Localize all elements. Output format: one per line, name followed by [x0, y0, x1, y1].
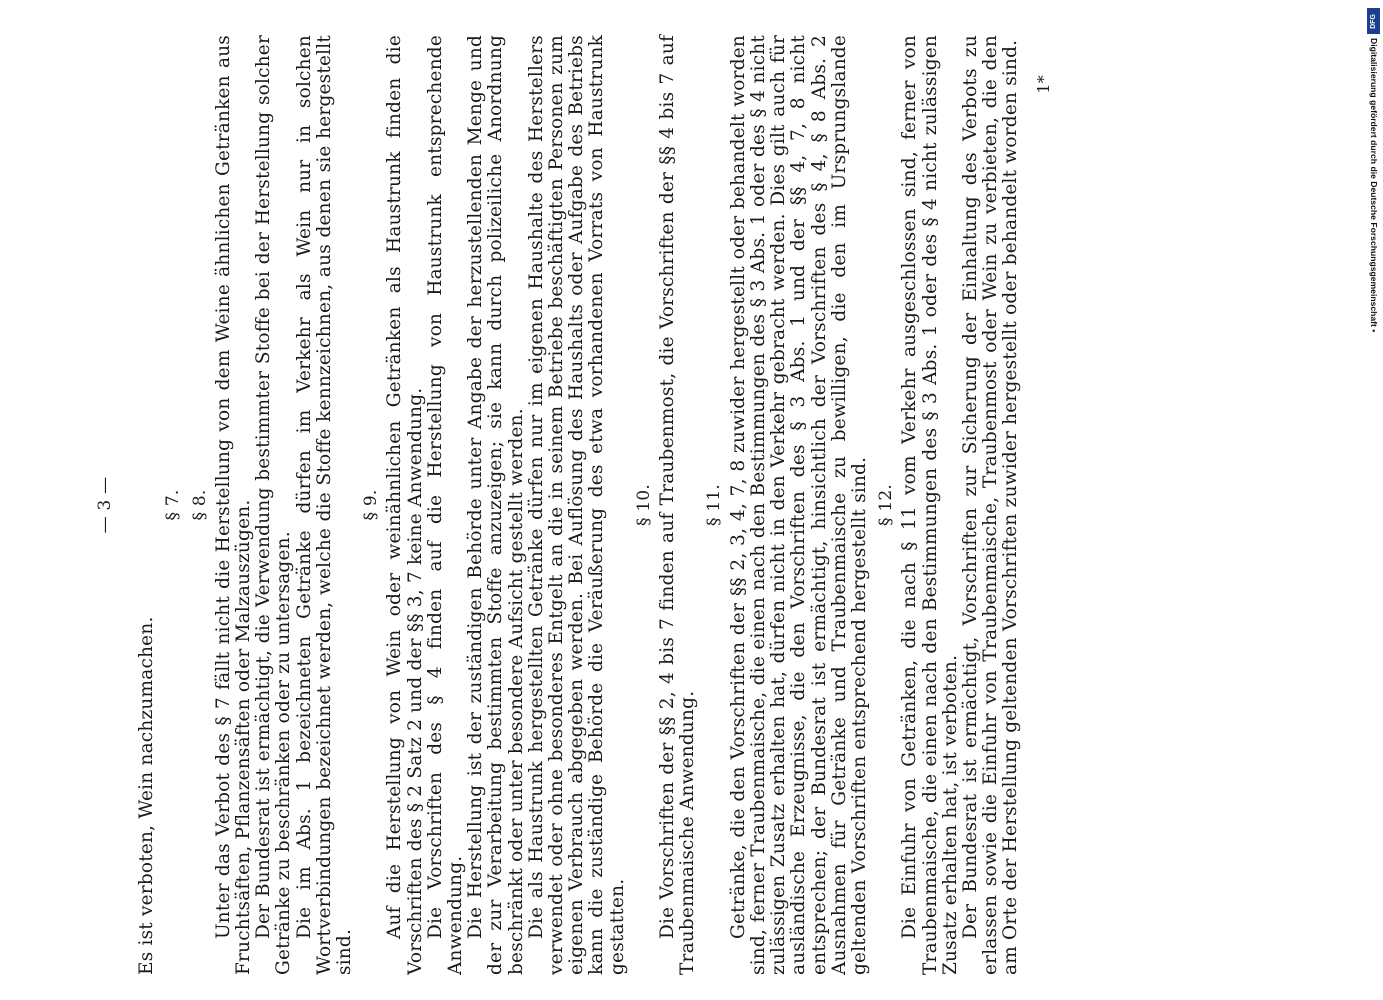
page-content: [95, 25, 1054, 985]
section-9-paragraph-1: Auf die Herstellung von Wein oder weinähnlichen Getränken als Haustrunk finden die Vorschriften des § 2 Satz 2 und der §§ 3, 7 keine Anwendung.: [384, 35, 426, 975]
dfg-credit-text: Digitalisierung gefördert durch die Deutsche Forschungsgemeinschaft •: [1369, 38, 1379, 333]
section-heading-9: § 9.: [361, 489, 382, 521]
section-heading-12: § 12.: [876, 484, 897, 526]
section-heading-7: § 7.: [163, 489, 184, 521]
dfg-credit-line: [1367, 38, 1381, 408]
section-heading-10: § 10.: [633, 484, 654, 526]
page-number-header: — 3 —: [95, 476, 115, 534]
section-heading-11: § 11.: [704, 484, 725, 526]
section-11-paragraph-1: Getränke, die den Vorschriften der §§ 2, 3, 4, 7, 8 zuwider hergestellt oder behandelt worden sind, ferner Traubenmaische, die einen nach den Bestimmungen des § 3 Abs. 1 oder des § 4 nicht zulässigen Zusatz erhalten hat, dürfen nicht in den Verkehr gebracht werden. Dies gilt auch für ausländische Erzeugnisse, die den Vorschriften des § 3 Abs. 1 und der §§ 4, 7, 8 nicht entsprechen; der Bundesrat ist ermächtigt, hinsichtlich der Vorschriften des § 4, § 8 Abs. 2 Ausnahmen für Getränke und Traubenmaische zu bewilligen, die den im Ursprungslande geltenden Vorschriften entsprechend hergestellt sind.: [727, 35, 870, 975]
opening-line: Es ist verboten, Wein nachzumachen.: [136, 616, 158, 975]
dfg-logo-icon: [1367, 8, 1380, 34]
dfg-side-strip: [1367, 8, 1381, 398]
section-9-paragraph-3: Die Herstellung ist der zuständigen Behörde unter Angabe der herzustellenden Menge und der zur Verarbeitung bestimmten Stoffe anzuzeigen; sie kann durch polizeiliche Anordnung beschränkt oder unter besondere Aufsicht gestellt werden.: [465, 35, 527, 975]
section-9-paragraph-4: Die als Haustrunk hergestellten Getränke dürfen nur im eigenen Haushalte des Herstellers verwendet oder ohne besonderes Entgelt an die in seinem Betriebe beschäftigten Personen zum eigenen Verbrauch abgegeben werden. Bei Auflösung des Haushalts oder Aufgabe des Betriebs kann die zuständige Behörde die Veräußerung des etwa vorhandenen Vorrats von Haustrunk gestatten.: [525, 35, 628, 975]
section-8-paragraph-1: Unter das Verbot des § 7 fällt nicht die Herstellung von dem Weine ähnlichen Getränken aus Fruchtsäften, Pflanzensäften oder Malzauszügen.: [212, 35, 255, 975]
section-12-paragraph-2: Der Bundesrat ist ermächtigt, Vorschriften zur Sicherung der Einhaltung des Verbots zu erlassen sowie die Einfuhr von Traubenmaische, Traubenmost oder Wein zu verbieten, die den am Orte der Herstellung geltenden Vorschriften zuwider hergestellt oder behandelt worden sind.: [959, 35, 1022, 975]
section-10-paragraph-1: Die Vorschriften der §§ 2, 4 bis 7 finden auf Traubenmost, die Vorschriften der §§ 4 bis 7 auf Traubenmaische Anwendung.: [657, 35, 699, 975]
section-12-paragraph-1: Die Einfuhr von Getränken, die nach § 11 vom Verkehr ausgeschlossen sind, ferner von Traubenmaische, die einen nach den Bestimmungen des § 3 Abs. 1 oder des § 4 nicht zulässigen Zusatz erhalten hat, ist verboten.: [899, 35, 961, 975]
section-8-paragraph-2: Der Bundesrat ist ermächtigt, die Verwendung bestimmter Stoffe bei der Herstellung solcher Getränke zu beschränken oder zu untersagen.: [253, 35, 295, 975]
dfg-logo-text: DFG: [1370, 13, 1377, 29]
section-9-paragraph-2: Die Vorschriften des § 4 finden auf die Herstellung von Haustrunk entsprechende Anwendung.: [424, 35, 467, 975]
section-8-paragraph-3: Die im Abs. 1 bezeichneten Getränke dürfen im Verkehr als Wein nur in solchen Wortverbindungen bezeichnet werden, welche die Stoffe kennzeichnen, aus denen sie hergestellt sind.: [293, 35, 356, 975]
section-heading-8: § 8.: [189, 489, 210, 521]
rotated-document-page: [95, 25, 1295, 985]
signature-mark: 1*: [1033, 75, 1053, 94]
